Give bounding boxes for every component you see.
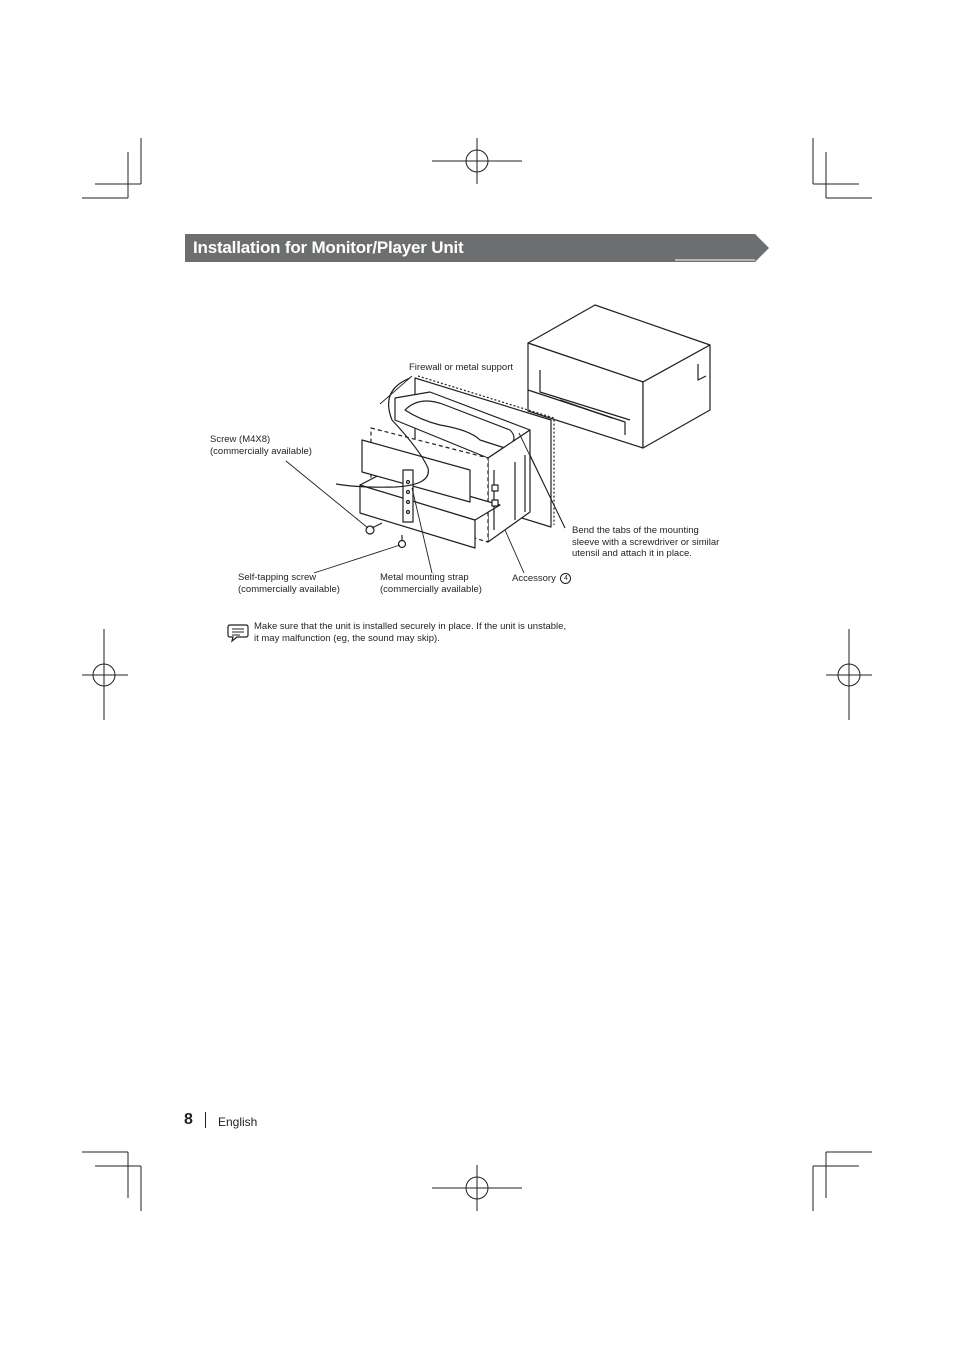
callout-firewall-text: Firewall or metal support [409, 362, 514, 373]
page-number: 8 [184, 1111, 193, 1128]
page-language: English [218, 1115, 258, 1129]
accessory-number-badge: 4 [560, 573, 571, 584]
callout-bend-line3: utensil and attach it in place. [572, 548, 692, 559]
callout-accessory-text: Accessory [512, 573, 556, 585]
callout-metal-strap [380, 572, 482, 595]
metal-mounting-strap [403, 470, 413, 522]
callout-bend-line2: sleeve with a screwdriver or similar [572, 536, 720, 548]
note-icon [227, 623, 249, 643]
callout-screw-line2: (commercially available) [210, 445, 312, 457]
callout-bend-line1: Bend the tabs of the mounting [572, 525, 699, 536]
section-title: Installation for Monitor/Player Unit [193, 238, 464, 257]
callout-strap-line2: (commercially available) [380, 583, 482, 595]
callout-self-tapping-screw [238, 572, 340, 595]
callout-accessory [512, 573, 571, 585]
page-separator [205, 1112, 206, 1128]
callout-bend-tabs [572, 525, 719, 560]
note-line2: it may malfunction (eg, the sound may skip). [254, 633, 440, 644]
callout-screw-m4x8 [210, 434, 312, 457]
callout-self-tapping-line2: (commercially available) [238, 583, 340, 595]
callout-strap-line1: Metal mounting strap [380, 572, 469, 583]
callout-self-tapping-line1: Self-tapping screw [238, 572, 317, 583]
screw-m4x8 [366, 523, 382, 534]
self-tapping-screw [399, 535, 406, 548]
note-line1: Make sure that the unit is installed securely in place. If the unit is unstable, [254, 621, 567, 632]
note-text [254, 621, 566, 645]
monitor-unit-box [528, 305, 710, 448]
callout-firewall [409, 362, 513, 374]
callout-screw-line1: Screw (M4X8) [210, 434, 271, 445]
